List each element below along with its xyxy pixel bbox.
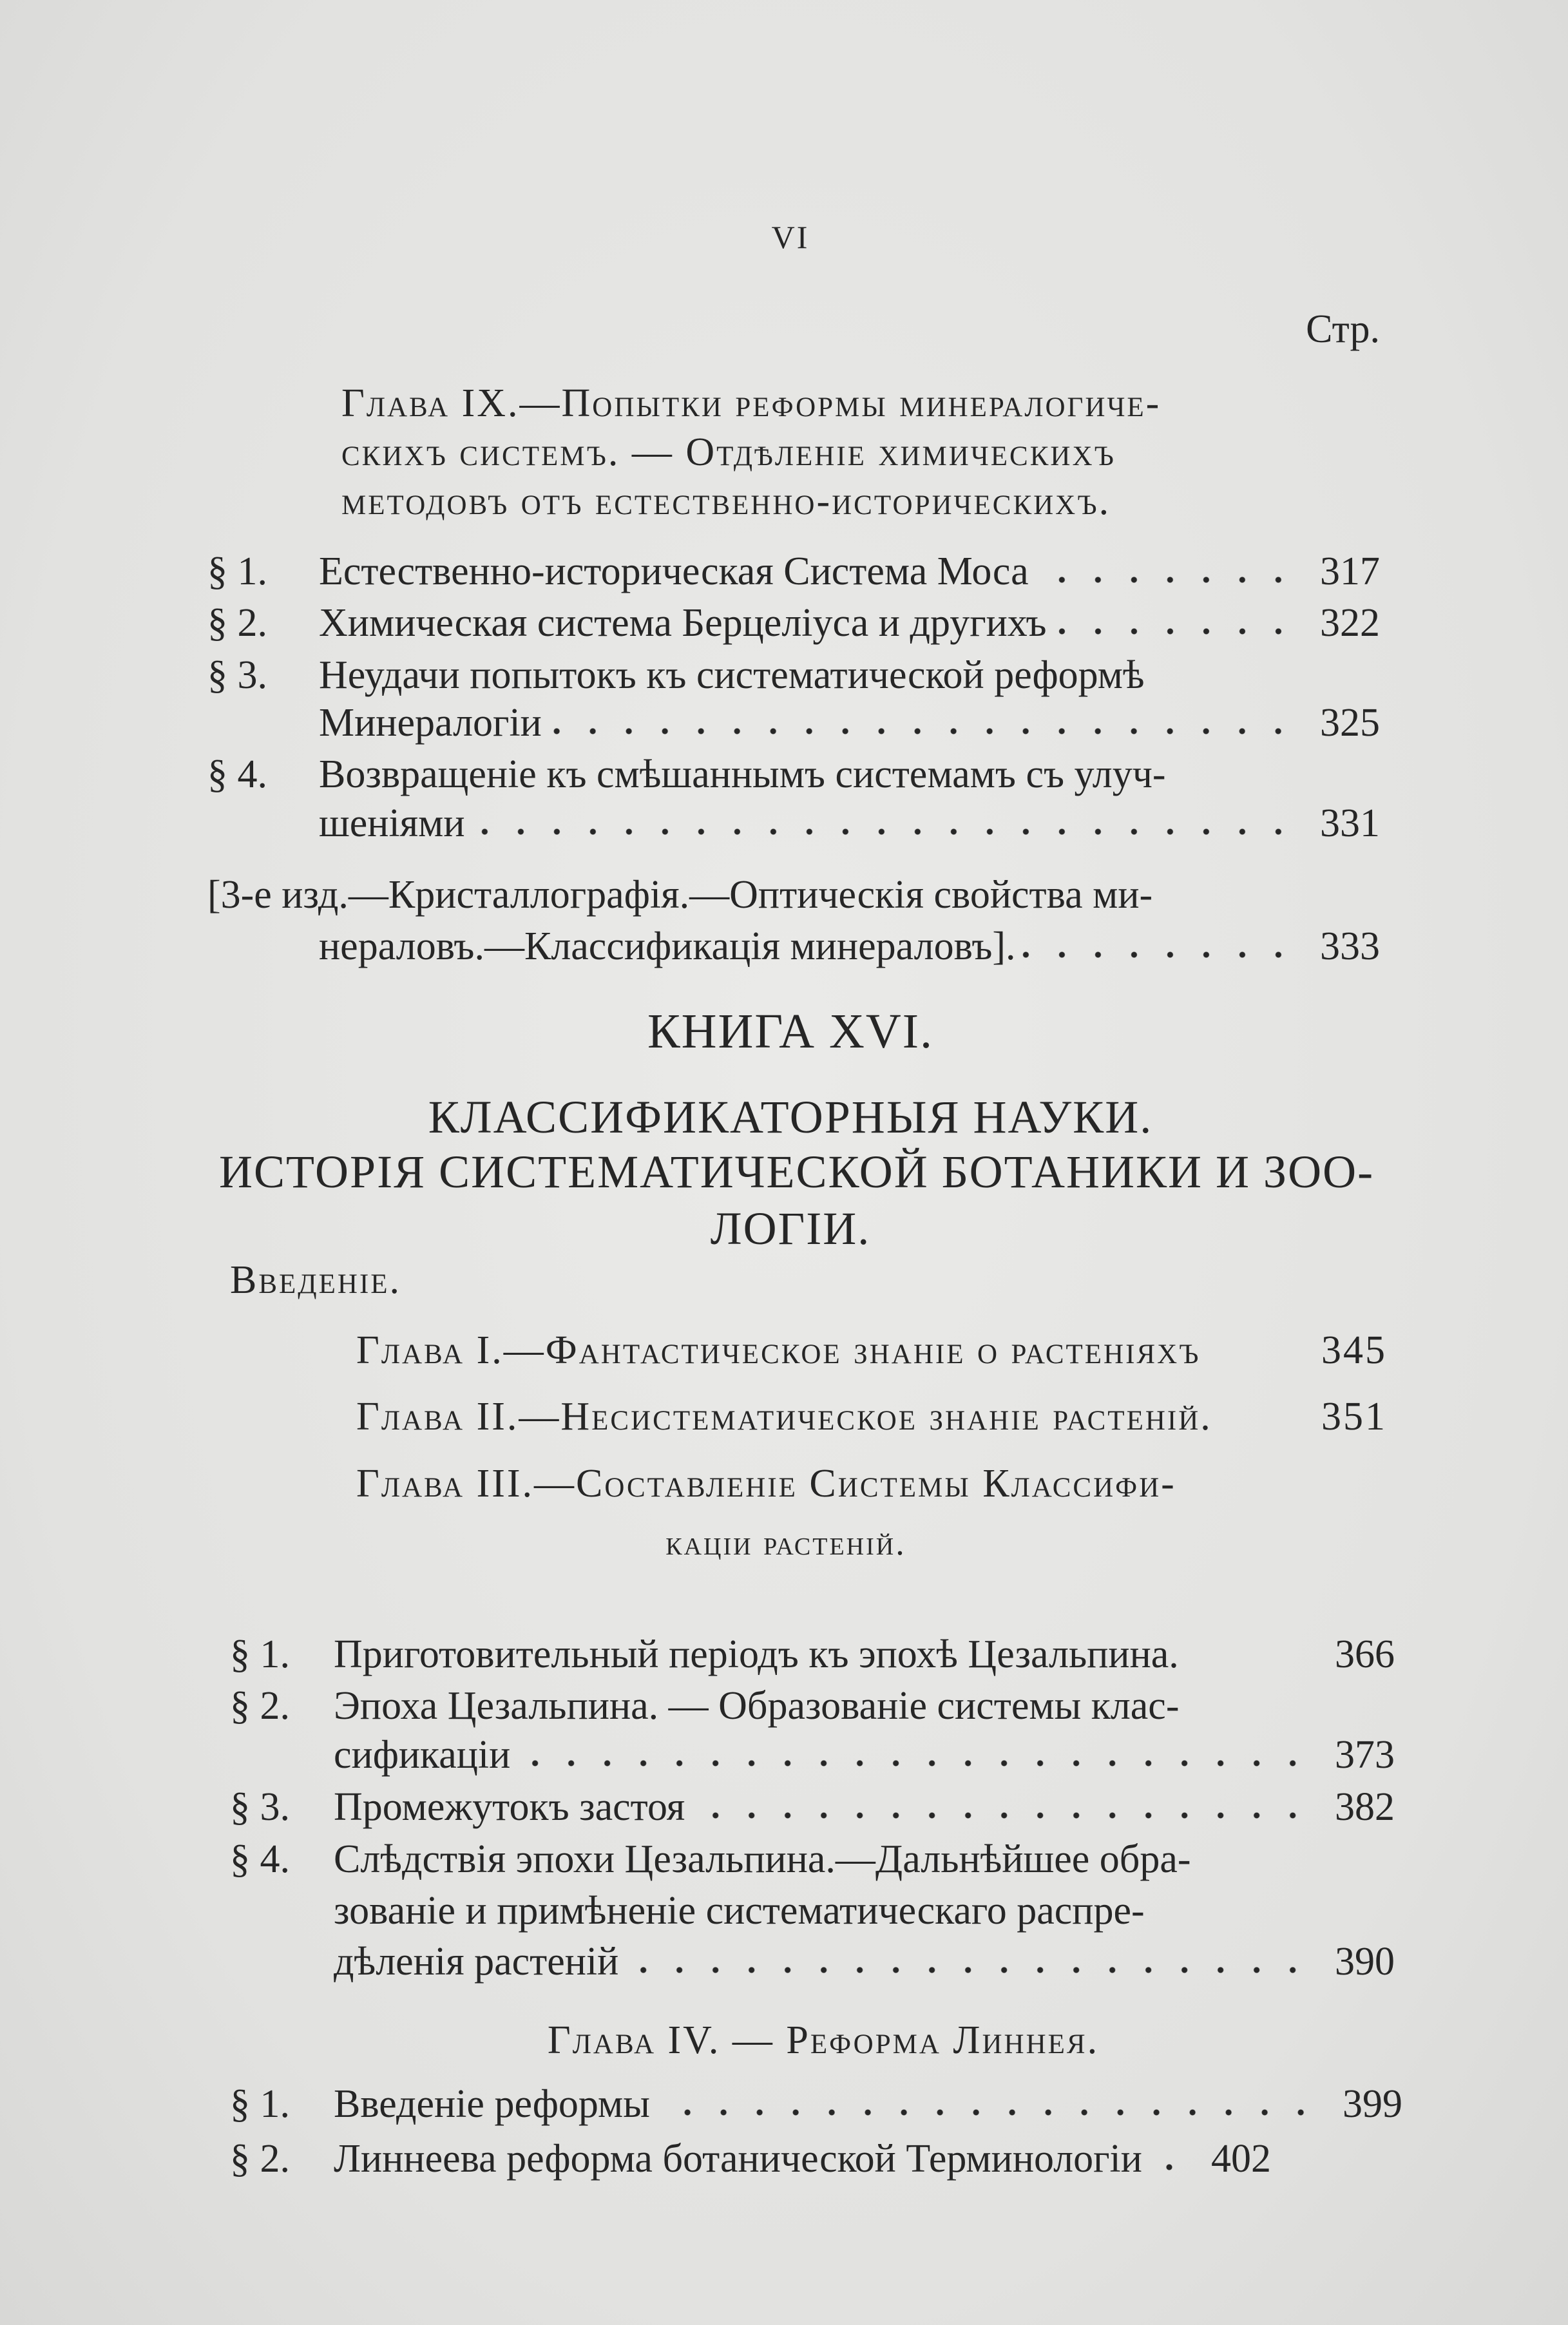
toc-entry[interactable] (230, 2133, 1402, 2185)
section-number: § 1. (230, 1632, 290, 1676)
section-number: § 3. (207, 653, 267, 697)
page-number: VI (771, 219, 810, 255)
section-number: § 2. (230, 1684, 290, 1728)
page-ref: 399 (1343, 2082, 1402, 2126)
toc-entry-continuation[interactable] (319, 697, 1380, 749)
toc-entry[interactable] (207, 546, 1380, 597)
entry-title: Промежутокъ застоя (334, 1785, 685, 1829)
page-ref: 351 (1321, 1395, 1387, 1439)
entry-title: Возвращеніе къ смѣшаннымъ системамъ съ улуч- (319, 752, 1166, 796)
chapter-title: Глава I.—Фантастическое знаніе о растеніяхъ (356, 1328, 1201, 1372)
section-number: § 1. (207, 550, 267, 593)
toc-entry-continuation[interactable] (319, 798, 1380, 849)
dot-leader (656, 2108, 1319, 2117)
page-ref: 317 (1320, 550, 1380, 593)
chapter-title: Глава II.—Несистематическое знаніе растеній. (356, 1395, 1212, 1439)
toc-note[interactable] (207, 869, 1380, 921)
entry-title: Эпоха Цезальпина. — Образованіе системы клас- (334, 1684, 1180, 1728)
page-column-label: Стр. (1306, 307, 1380, 351)
dot-leader (1022, 950, 1296, 959)
entry-title: Введеніе реформы (334, 2082, 650, 2126)
page-ref: 345 (1321, 1328, 1387, 1372)
entry-title: сификаціи (334, 1733, 511, 1777)
toc-entry[interactable] (207, 749, 1380, 800)
dot-leader (1035, 575, 1296, 584)
dot-leader (625, 1966, 1311, 1975)
book-title: КНИГА XVI. (647, 1004, 934, 1058)
entry-title: Минералогіи (319, 701, 542, 745)
entry-title: шеніями (319, 801, 465, 845)
chapter-iv-title[interactable]: Глава IV. — Реформа Линнея. (547, 2018, 1100, 2062)
page-ref: 390 (1335, 1940, 1395, 1984)
dot-leader (548, 727, 1296, 736)
entry-title: Химическая система Берцеліуса и другихъ (319, 601, 1047, 645)
chapter-iii-title-line-1[interactable]: Глава III.—Составленіе Системы Классифи- (356, 1462, 1176, 1506)
chapter-ix-title-line-1: Глава IX.—Попытки реформы минералогиче- (341, 381, 1162, 425)
chapter-ix-title-line-2: скихъ системъ. — Отдѣленіе химическихъ (341, 430, 1116, 474)
toc-entry[interactable] (230, 1629, 1395, 1680)
dot-leader (517, 1759, 1311, 1768)
section-number: § 2. (230, 2137, 290, 2181)
introduction[interactable]: Введеніе. (230, 1258, 402, 1302)
page-ref: 402 (1210, 2137, 1271, 2181)
book-subtitle-line-3: ЛОГІИ. (710, 1203, 871, 1254)
section-number: § 2. (207, 601, 267, 645)
book-subtitle-line-2: ИСТОРІЯ СИСТЕМАТИЧЕСКОЙ БОТАНИКИ И ЗОО- (219, 1146, 1375, 1198)
section-number: § 4. (230, 1837, 290, 1881)
entry-title: Приготовительный періодъ къ эпохѣ Цезальпина. (334, 1632, 1179, 1676)
book-subtitle-line-1: КЛАССИФИКАТОРНЫЯ НАУКИ. (428, 1091, 1153, 1143)
toc-entry[interactable] (230, 2078, 1402, 2130)
dot-leader (1149, 2163, 1187, 2172)
entry-title: нераловъ.—Классификація минераловъ]. (319, 924, 1016, 968)
entry-title: Линнеева реформа ботанической Терминологіи (334, 2137, 1142, 2181)
toc-entry[interactable] (207, 597, 1380, 649)
page-ref: 322 (1320, 601, 1380, 645)
section-number: § 4. (207, 752, 267, 796)
page-ref: 382 (1335, 1785, 1395, 1829)
dot-leader (472, 827, 1296, 836)
entry-title: Естественно-историческая Система Моса (319, 550, 1029, 593)
section-number: § 3. (230, 1785, 290, 1829)
page-ref: 325 (1320, 701, 1380, 745)
toc-entry-continuation[interactable]: зованіе и примѣненіе систематическаго распре- (334, 1889, 1145, 1933)
toc-entry-continuation[interactable] (334, 1729, 1395, 1781)
entry-title: дѣленія растеній (334, 1940, 619, 1984)
toc-note-continuation[interactable] (319, 921, 1380, 972)
page-ref: 333 (1320, 924, 1380, 968)
page-ref: 331 (1320, 801, 1380, 845)
entry-title: [3-е изд.—Кристаллографія.—Оптическія свойства ми- (207, 873, 1153, 917)
entry-title: Неудачи попытокъ къ систематической реформѣ (319, 653, 1145, 697)
toc-entry-continuation[interactable] (334, 1936, 1395, 1987)
section-number: § 1. (230, 2082, 290, 2126)
chapter-ix-title-line-3: методовъ отъ естественно-историческихъ. (341, 479, 1111, 523)
toc-entry[interactable] (230, 1781, 1395, 1833)
toc-entry[interactable] (207, 649, 1380, 701)
chapter-iii-title-line-2[interactable]: каціи растеній. (665, 1524, 906, 1562)
toc-chapter[interactable] (356, 1325, 1387, 1376)
toc-entry[interactable] (230, 1833, 1395, 1885)
toc-chapter[interactable] (356, 1391, 1387, 1442)
page-ref: 373 (1335, 1733, 1395, 1777)
entry-title: Слѣдствія эпохи Цезальпина.—Дальнѣйшее обра- (334, 1837, 1191, 1881)
toc-entry[interactable] (230, 1680, 1395, 1732)
dot-leader (1053, 627, 1296, 636)
dot-leader (691, 1811, 1311, 1820)
page-ref: 366 (1335, 1632, 1395, 1676)
